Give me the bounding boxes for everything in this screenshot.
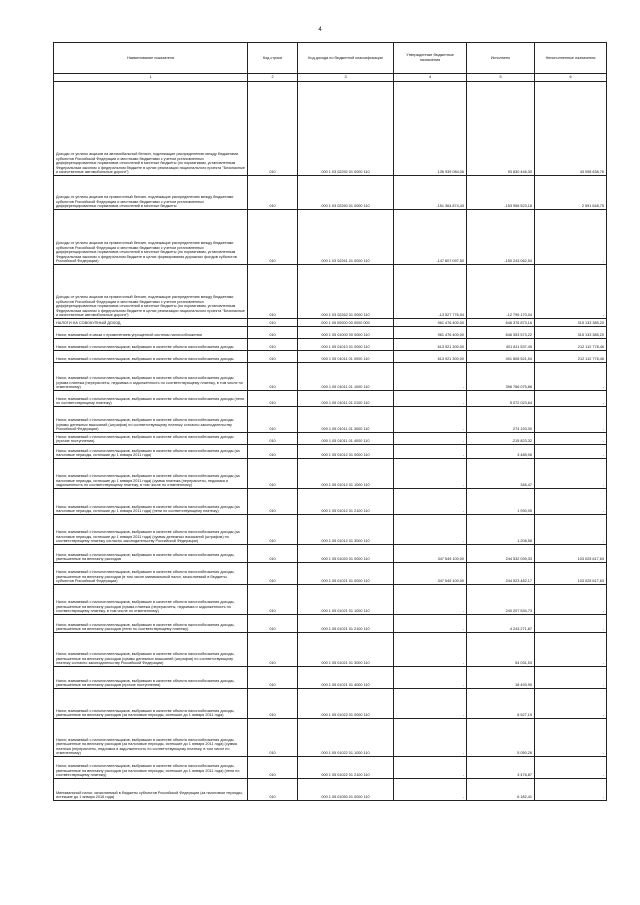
table-row xyxy=(54,757,607,779)
row-approved: -151 364 874,43 xyxy=(394,176,467,210)
row-approved: - xyxy=(394,585,467,615)
row-kbk: 000 1 05 01022 01 2100 110 xyxy=(298,757,394,779)
row-approved: - xyxy=(394,407,467,433)
row-name: Налог, взимаемый с налогоплательщиков, выбравших в качестве объекта налогообложения доходы, уменьшенные на величину расходов (в том числе минимальный налог, зачисляемый в бюджеты субъектов Российской Федерации) xyxy=(54,563,248,585)
table-row xyxy=(54,719,607,757)
row-name: Налог, взимаемый с налогоплательщиков, выбравших в качестве объекта налогообложения доходы (за налоговые периоды, истекшие до 1 января 2011 года) xyxy=(54,445,248,459)
row-kbk: 000 1 05 01021 01 2100 110 xyxy=(298,615,394,633)
row-kbk: 000 1 05 01022 01 0000 110 xyxy=(298,689,394,719)
row-executed: 18 493,95 xyxy=(467,667,535,689)
table-row xyxy=(54,459,607,489)
row-name: Налог, взимаемый с налогоплательщиков, выбравших в качестве объекта налогообложения доходы (за налоговые периоды, истекшие до 1 января 2011 года) (сумма платежа (перерасчеты, недоимка и задолженность по соответствующему платежу, в том числе по отмененному) xyxy=(54,459,248,489)
table-row xyxy=(54,433,607,445)
row-executed: 4 243 271,87 xyxy=(467,615,535,633)
row-executed: -153 956 523,18 xyxy=(467,176,535,210)
row-executed: 54 031,53 xyxy=(467,633,535,667)
row-name: Налог, взимаемый с налогоплательщиков, выбравших в качестве объекта налогообложения доходы xyxy=(54,339,248,351)
row-kbk: 000 1 05 01012 01 3000 110 xyxy=(298,515,394,545)
row-name: Налог, взимаемый с налогоплательщиков, выбравших в качестве объекта налогообложения доходы (за налоговые периоды, истекшие до 1 января 2011 года) (пени по соответствующему платежу) xyxy=(54,489,248,515)
row-executed: 6 182,41 xyxy=(467,779,535,801)
row-code: 010 xyxy=(248,407,298,433)
row-code: 010 xyxy=(248,489,298,515)
row-unexecuted: - xyxy=(535,689,607,719)
row-name: Налог, взимаемый с налогоплательщиков, выбравших в качестве объекта налогообложения доходы (суммы денежных взысканий (штрафов) по соответствующему платежу согласно законодательству Российской Федерации) xyxy=(54,407,248,433)
row-kbk: 000 1 03 02262 01 0000 110 xyxy=(298,265,394,319)
row-kbk: 000 1 05 01021 01 3000 110 xyxy=(298,633,394,667)
row-executed: 5 072 023,64 xyxy=(467,391,535,407)
row-unexecuted: - xyxy=(535,391,607,407)
row-approved: - xyxy=(394,779,467,801)
row-unexecuted: 103 025 617,63 xyxy=(535,563,607,585)
row-unexecuted: - xyxy=(535,433,607,445)
row-name: Налог, взимаемый с налогоплательщиков, выбравших в качестве объекта налогообложения доходы, уменьшенные на величину расходов (прочие поступления) xyxy=(54,667,248,689)
row-kbk: 000 1 05 01022 01 1000 110 xyxy=(298,719,394,757)
header-executed: Исполнено xyxy=(467,43,535,74)
row-approved: - xyxy=(394,391,467,407)
row-approved: 613 921 300,00 xyxy=(394,351,467,363)
table-row xyxy=(54,327,607,339)
row-code: 010 xyxy=(248,585,298,615)
column-number-row xyxy=(54,74,607,82)
table-row xyxy=(54,585,607,615)
table-row xyxy=(54,265,607,319)
row-code: 010 xyxy=(248,445,298,459)
header-row-code: Код строки xyxy=(248,43,298,74)
row-name: Налог, взимаемый с налогоплательщиков, выбравших в качестве объекта налогообложения доходы, уменьшенные на величину расходов (за налоговые периоды, истекшие до 1 января 2011 года) (пени по соответствующему платежу) xyxy=(54,757,248,779)
row-code: 010 xyxy=(248,563,298,585)
row-name: Налог, взимаемый с налогоплательщиков, выбравших в качестве объекта налогообложения доходы (сумма платежа (перерасчеты, недоимка и задолженность по соответствующему платежу, в том числе по отмененному) xyxy=(54,363,248,391)
table-body xyxy=(54,82,607,801)
table-row xyxy=(54,363,607,391)
header-unexecuted: Неисполненные назначения xyxy=(535,43,607,74)
row-unexecuted: - xyxy=(535,779,607,801)
row-name: Налог, взимаемый с налогоплательщиков, выбравших в качестве объекта налогообложения доходы xyxy=(54,351,248,363)
row-approved: 136 939 084,06 xyxy=(394,82,467,176)
row-approved: - xyxy=(394,445,467,459)
row-approved: - xyxy=(394,489,467,515)
row-name: Налог, взимаемый с налогоплательщиков, выбравших в качестве объекта налогообложения доходы (прочие поступления) xyxy=(54,433,248,445)
row-approved: 347 549 100,00 xyxy=(394,545,467,563)
table-row xyxy=(54,210,607,265)
header-row xyxy=(54,43,607,74)
row-kbk: 000 1 05 01021 01 0000 110 xyxy=(298,563,394,585)
table-row xyxy=(54,689,607,719)
row-executed: 346,47 xyxy=(467,459,535,489)
row-executed: 8 527,15 xyxy=(467,689,535,719)
row-executed: 244 523 482,17 xyxy=(467,563,535,585)
row-name: Доходы от уплаты акцизов на прямогонный бензин, подлежащие распределению между бюджетами субъектов Российской Федерации и местными бюджетами с учетом установленных дифференцированных нормативов отчислений в местные бюджеты (по нормативам, установленным Федеральным законом о федеральном бюджете в целях формирования дорожных фондов субъектов Российской Федерации) xyxy=(54,210,248,265)
row-name: Налог, взимаемый с налогоплательщиков, выбравших в качестве объекта налогообложения доходы, уменьшенные на величину расходов (сумма платежа (перерасчеты, недоимка и задолженность по соответствующему платежу, в том числе по отмененному) xyxy=(54,585,248,615)
row-executed: 401 808 521,54 xyxy=(467,351,535,363)
row-executed: 646 376 873,16 xyxy=(467,319,535,327)
row-approved: - xyxy=(394,757,467,779)
row-executed: 646 353 573,22 xyxy=(467,327,535,339)
row-kbk: 000 1 03 02252 01 0000 110 xyxy=(298,82,394,176)
row-name: Налог, взимаемый с налогоплательщиков, выбравших в качестве объекта налогообложения доходы, уменьшенные на величину расходов (за налоговые периоды, истекшие до 1 января 2011 года) xyxy=(54,689,248,719)
row-executed: 274 193,30 xyxy=(467,407,535,433)
row-executed: 93 830 446,30 xyxy=(467,82,535,176)
row-executed: -215 823,32 xyxy=(467,433,535,445)
row-name: Налог, взимаемый в связи с применением упрощенной системы налогообложения xyxy=(54,327,248,339)
row-unexecuted: 2 591 648,75 xyxy=(535,176,607,210)
row-name: Налог, взимаемый с налогоплательщиков, выбравших в качестве объекта налогообложения доходы, уменьшенные на величину расходов (суммы денежных взысканий (штрафов) по соответствующему платежу согласно законодательству Российской Федерации) xyxy=(54,633,248,667)
row-kbk: 000 1 05 01021 01 4000 110 xyxy=(298,667,394,689)
table-row xyxy=(54,545,607,563)
row-unexecuted: - xyxy=(535,459,607,489)
row-unexecuted: 103 025 617,63 xyxy=(535,545,607,563)
row-kbk: 000 1 05 01011 01 4000 110 xyxy=(298,433,394,445)
row-kbk: 000 1 05 01050 01 0000 110 xyxy=(298,779,394,801)
header-name: Наименование показателя xyxy=(54,43,248,74)
row-name: Налог, взимаемый с налогоплательщиков, выбравших в качестве объекта налогообложения доходы, уменьшенные на величину расходов (пени по соответствующему платежу) xyxy=(54,615,248,633)
row-unexecuted: 212 112 778,46 xyxy=(535,339,607,351)
row-name: Налог, взимаемый с налогоплательщиков, выбравших в качестве объекта налогообложения доходы, уменьшенные на величину расходов xyxy=(54,545,248,563)
row-unexecuted: 212 112 778,46 xyxy=(535,351,607,363)
row-code: 010 xyxy=(248,633,298,667)
row-code: 010 xyxy=(248,319,298,327)
table-row xyxy=(54,319,607,327)
row-kbk: 000 1 05 01012 01 0000 110 xyxy=(298,445,394,459)
table-row xyxy=(54,176,607,210)
column-number: 2 xyxy=(248,74,298,82)
row-approved: 347 549 100,00 xyxy=(394,563,467,585)
header-approved: Утвержденные бюджетные назначения xyxy=(394,43,467,74)
row-kbk: 000 1 03 02260 01 0000 110 xyxy=(298,176,394,210)
row-approved: 961 476 400,00 xyxy=(394,319,467,327)
row-code: 010 xyxy=(248,667,298,689)
row-approved: - xyxy=(394,515,467,545)
row-unexecuted: - xyxy=(535,265,607,319)
row-unexecuted: - xyxy=(535,407,607,433)
column-number: 3 xyxy=(298,74,394,82)
row-code: 010 xyxy=(248,82,298,176)
row-approved: - xyxy=(394,433,467,445)
row-kbk: 000 1 05 01011 01 1000 110 xyxy=(298,363,394,391)
row-unexecuted: - xyxy=(535,363,607,391)
row-code: 010 xyxy=(248,265,298,319)
row-executed: 3 485,06 xyxy=(467,445,535,459)
row-code: 010 xyxy=(248,327,298,339)
row-unexecuted: - xyxy=(535,719,607,757)
row-executed: -150 243 062,54 xyxy=(467,210,535,265)
row-unexecuted: - xyxy=(535,515,607,545)
row-name: Доходы от уплаты акцизов на прямогонный бензин, подлежащие распределению между бюджетами субъектов Российской Федерации и местными бюджетами с учетом установленных дифференцированных нормативов отчислений в местные бюджеты (по нормативам, установленным Федеральным законом о федеральном бюджете в целях реализации национального проекта "Безопасные и качественные автомобильные дороги") xyxy=(54,265,248,319)
row-kbk: 000 1 05 01012 01 1000 110 xyxy=(298,459,394,489)
row-code: 010 xyxy=(248,515,298,545)
row-executed: 3 476,87 xyxy=(467,757,535,779)
row-unexecuted: - xyxy=(535,445,607,459)
table-row xyxy=(54,351,607,363)
row-executed: 1 208,58 xyxy=(467,515,535,545)
table-row xyxy=(54,667,607,689)
row-approved: 961 476 400,00 xyxy=(394,327,467,339)
header-kbk: Код дохода по бюджетной классификации xyxy=(298,43,394,74)
row-approved: - xyxy=(394,667,467,689)
column-number: 4 xyxy=(394,74,467,82)
row-unexecuted: 315 133 385,20 xyxy=(535,319,607,327)
row-executed: 396 766 075,86 xyxy=(467,363,535,391)
row-executed: 5 050,28 xyxy=(467,719,535,757)
row-approved: - xyxy=(394,363,467,391)
row-unexecuted: 43 098 638,76 xyxy=(535,82,607,176)
row-approved: - xyxy=(394,615,467,633)
row-approved: -13 527 776,94 xyxy=(394,265,467,319)
row-executed: 244 532 039,33 xyxy=(467,545,535,563)
row-unexecuted: - xyxy=(535,489,607,515)
row-unexecuted: - xyxy=(535,585,607,615)
budget-report-table xyxy=(53,42,607,801)
row-code: 010 xyxy=(248,339,298,351)
row-code: 010 xyxy=(248,391,298,407)
row-code: 010 xyxy=(248,545,298,563)
column-number: 5 xyxy=(467,74,535,82)
row-code: 010 xyxy=(248,689,298,719)
row-kbk: 000 1 05 01000 00 0000 110 xyxy=(298,327,394,339)
row-name: Налог, взимаемый с налогоплательщиков, выбравших в качестве объекта налогообложения доходы (за налоговые периоды, истекшие до 1 января 2011 года) (суммы денежных взысканий (штрафов) по соответствующему платежу согласно законодательству Российской Федерации) xyxy=(54,515,248,545)
table-row xyxy=(54,615,607,633)
row-code: 010 xyxy=(248,757,298,779)
row-kbk: 000 1 05 01021 01 1000 110 xyxy=(298,585,394,615)
table-row xyxy=(54,563,607,585)
row-approved: - xyxy=(394,689,467,719)
row-unexecuted: - xyxy=(535,757,607,779)
row-code: 010 xyxy=(248,615,298,633)
row-unexecuted: - xyxy=(535,210,607,265)
row-approved: - xyxy=(394,633,467,667)
row-executed: 1 930,05 xyxy=(467,489,535,515)
row-kbk: 000 1 05 01011 01 2100 110 xyxy=(298,391,394,407)
row-unexecuted: 315 133 385,20 xyxy=(535,327,607,339)
page-number: 4 xyxy=(318,27,322,33)
row-approved: - xyxy=(394,719,467,757)
row-name: НАЛОГИ НА СОВОКУПНЫЙ ДОХОД xyxy=(54,319,248,327)
row-name: Минимальный налог, зачисляемый в бюджеты субъектов Российской Федерации (за налоговые периоды, истекшие до 1 января 2016 года) xyxy=(54,779,248,801)
table-row xyxy=(54,391,607,407)
column-number: 1 xyxy=(54,74,248,82)
row-kbk: 000 1 03 02261 01 0000 110 xyxy=(298,210,394,265)
row-name: Налог, взимаемый с налогоплательщиков, выбравших в качестве объекта налогообложения доходы (пени по соответствующему платежу) xyxy=(54,391,248,407)
row-code: 010 xyxy=(248,719,298,757)
row-code: 010 xyxy=(248,351,298,363)
row-unexecuted: - xyxy=(535,615,607,633)
row-approved: - xyxy=(394,459,467,489)
row-kbk: 000 1 05 01011 01 0000 110 xyxy=(298,351,394,363)
table-row xyxy=(54,633,607,667)
row-unexecuted: - xyxy=(535,667,607,689)
table-row xyxy=(54,407,607,433)
table-row xyxy=(54,489,607,515)
row-name: Доходы от уплаты акцизов на автомобильный бензин, подлежащие распределению между бюджетами субъектов Российской Федерации и местными бюджетами с учетом установленных дифференцированных нормативов отчислений в местные бюджеты (по нормативам, установленным Федеральным законом о федеральном бюджете в целях реализации национального проекта "Безопасные и качественные автомобильные дороги") xyxy=(54,82,248,176)
row-name: Доходы от уплаты акцизов на прямогонный бензин, подлежащие распределению между бюджетами субъектов Российской Федерации и местными бюджетами с учетом установленных дифференцированных нормативов отчислений в местные бюджеты xyxy=(54,176,248,210)
table-row xyxy=(54,339,607,351)
row-executed: -12 795 170,04 xyxy=(467,265,535,319)
row-code: 010 xyxy=(248,459,298,489)
column-number: 6 xyxy=(535,74,607,82)
row-executed: 401 811 537,49 xyxy=(467,339,535,351)
row-code: 010 xyxy=(248,210,298,265)
row-approved: 613 921 300,00 xyxy=(394,339,467,351)
row-name: Налог, взимаемый с налогоплательщиков, выбравших в качестве объекта налогообложения доходы, уменьшенные на величину расходов (за налоговые периоды, истекшие до 1 января 2011 года) (сумма платежа (перерасчеты, недоимка и задолженность по соответствующему платежу, в том числе по отмененному) xyxy=(54,719,248,757)
row-unexecuted: - xyxy=(535,633,607,667)
row-approved: -147 807 097,50 xyxy=(394,210,467,265)
table-row xyxy=(54,779,607,801)
row-code: 010 xyxy=(248,363,298,391)
row-executed: 240 207 534,73 xyxy=(467,585,535,615)
row-code: 010 xyxy=(248,433,298,445)
row-kbk: 000 1 05 01011 01 3000 110 xyxy=(298,407,394,433)
row-code: 010 xyxy=(248,779,298,801)
table-row xyxy=(54,515,607,545)
row-code: 010 xyxy=(248,176,298,210)
row-kbk: 000 1 05 01010 01 0000 110 xyxy=(298,339,394,351)
row-kbk: 000 1 05 01020 01 0000 110 xyxy=(298,545,394,563)
table-row xyxy=(54,445,607,459)
row-kbk: 000 1 05 00000 00 0000 000 xyxy=(298,319,394,327)
row-kbk: 000 1 05 01012 01 2100 110 xyxy=(298,489,394,515)
table-row xyxy=(54,82,607,176)
